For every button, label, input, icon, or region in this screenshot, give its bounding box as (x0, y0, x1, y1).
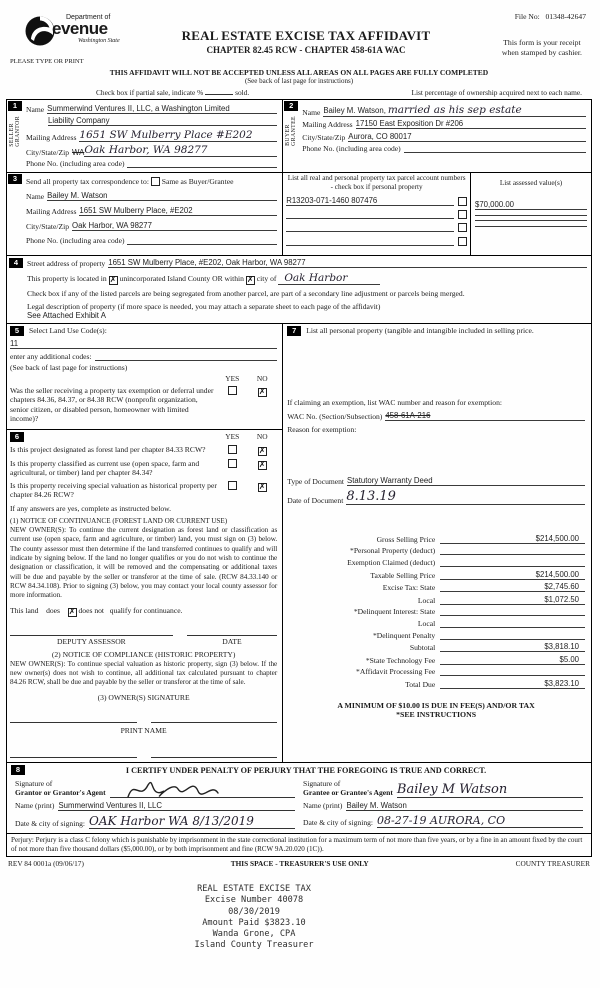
dor-logo (24, 14, 120, 50)
fin-value: $2,745.60 (440, 582, 585, 592)
fin-label: Total Due (405, 679, 436, 689)
buyer-address-label: Mailing Address (302, 120, 353, 130)
form-revision: REV 84 0001a (09/06/17) (8, 859, 84, 869)
forest-land-question-row: Is this project designated as forest land per chapter 84.33 RCW? ✗ (10, 444, 266, 455)
section-4-badge: 4 (9, 258, 23, 268)
seller-city-struck: WA (72, 147, 85, 157)
type-of-document-value: Statutory Warranty Deed (347, 476, 585, 486)
date-label: DATE (222, 636, 242, 646)
buyer-name-handwritten: married as his sep estate (387, 104, 522, 117)
grantor-name-value: Summerwind Ventures II, LLC (58, 801, 295, 811)
date-of-document-handwritten: 8.13.19 (346, 489, 585, 505)
notice-continuance-title: (1) NOTICE OF CONTINUANCE (FOREST LAND OR CURRENT USE) (10, 516, 228, 525)
segregated-note: Check box if any of the listed parcels are being segregated from another parcel, are part of a secondary line adjustment or parcels being merged. (27, 289, 465, 298)
grantor-date-label: Date & city of signing: (15, 819, 86, 829)
no-column-header: NO (256, 374, 268, 383)
correspondence-rail (7, 173, 23, 255)
parcel-number (286, 245, 454, 246)
parcel-personal-checkbox (458, 223, 467, 232)
parcel-row (286, 210, 467, 219)
exemption-yes-checkbox (228, 386, 237, 395)
buyer-phone-value (404, 152, 586, 153)
fin-label: Local (417, 618, 436, 628)
treasurer-stamp (154, 884, 354, 951)
corr-city-value: Oak Harbor, WA 98277 (72, 221, 277, 231)
exemption-no-checkbox: ✗ (258, 387, 266, 396)
buyer-section (283, 100, 591, 172)
file-number (515, 12, 586, 21)
grantee-signature-handwritten: Bailey M Watson (397, 782, 583, 798)
buyer-side-label: BUYER GRANTEE (284, 116, 298, 146)
assessed-value (475, 220, 587, 221)
yes-column-header: YES (225, 431, 240, 441)
parcel-numbers-column (283, 173, 470, 255)
fin-label: Excise Tax: State (382, 583, 436, 593)
current-use-no-checkbox: ✗ (258, 459, 266, 469)
fin-value: $214,500.00 (440, 534, 585, 544)
grantee-date-handwritten: 08-27-19 AURORA, CO (377, 814, 583, 828)
certify-statement: I CERTIFY UNDER PENALTY OF PERJURY THAT THE FOREGOING IS TRUE AND CORRECT. (125, 765, 487, 775)
partial-sale-note: Check box if partial sale, indicate % sold. (96, 88, 250, 97)
fin-label: *Personal Property (deduct) (350, 546, 436, 556)
grantor-signature (110, 781, 295, 798)
logo-text (52, 14, 120, 44)
corr-address-value: 1651 SW Mulberry Place, #E202 (79, 206, 277, 216)
seller-rail (7, 100, 23, 172)
print-name-line (10, 749, 137, 758)
fin-label: *State Technology Fee (365, 655, 436, 665)
land-use-code: 11 (10, 339, 277, 349)
print-name-label: PRINT NAME (120, 726, 167, 736)
minimum-due-note: A MINIMUM OF $10.00 IS DUE IN FEE(S) AND/OR TAX (337, 700, 535, 710)
ownership-note: List percentage of ownership acquired next to each name. (411, 88, 582, 97)
fin-value: $5.00 (440, 655, 585, 665)
fin-value (440, 619, 585, 628)
fin-label: Local (417, 595, 436, 605)
perjury-statement: Perjury: Perjury is a class C felony which is punishable by imprisonment in the state correctional institution for a maximum term of not more than five years, or by a fine in an amount fixed by the court of not more than five thousand dollars ($5,000.00), or by both imprisonment and fine (RCW 9A.20.020 (1C)). (7, 833, 591, 856)
historic-yes-checkbox (228, 481, 237, 490)
fin-value (440, 607, 585, 616)
yes-column-header: YES (225, 374, 240, 383)
grantor-signature-block (11, 777, 299, 828)
fin-value: $214,500.00 (440, 570, 585, 580)
section-1-badge: 1 (8, 101, 22, 111)
seller-side-label: SELLER GRANTOR (8, 116, 21, 147)
stamp-office: Island County Treasurer (194, 940, 314, 951)
land-use-label: Select Land Use Code(s): (29, 326, 107, 335)
fin-label: Exemption Claimed (deduct) (347, 557, 436, 567)
buyer-city-value: Aurora, CO 80017 (348, 132, 586, 142)
grantee-date-label: Date & city of signing: (303, 818, 374, 828)
deputy-date-line (187, 627, 277, 636)
type-of-document-label: Type of Document (287, 477, 345, 487)
fin-value (440, 667, 585, 676)
city-checkbox: ✗ (247, 275, 254, 284)
notice-compliance-body: NEW OWNER(S): To continue special valuation as historic property, sign (3) below. If the new owner(s) does not wish to continue, all additional tax calculated pursuant to chapter 84.26 RCW, shall be due and payable by the seller or transferor at the time of sale. (10, 659, 278, 687)
fin-label: Gross Selling Price (376, 534, 436, 544)
parcel-row (286, 223, 467, 232)
grantee-name-label: Name (print) (303, 801, 343, 811)
footer-row (6, 857, 592, 868)
assessed-value (475, 226, 587, 227)
classification-section (7, 429, 282, 759)
please-type-or-print: PLEASE TYPE OR PRINT (10, 58, 84, 65)
fin-value: $3,823.10 (440, 679, 585, 689)
middle-row (7, 324, 591, 763)
parcel-row (286, 237, 467, 246)
stamp-excise-number: Excise Number 40078 (204, 895, 304, 906)
seller-address-value: 1651 SW Mulberry Place #E202 (79, 129, 277, 142)
logo-revenue: evenue (52, 19, 108, 38)
if-yes-note: If any answers are yes, complete as instructed below. (10, 503, 172, 513)
correspondence-section (7, 173, 283, 255)
page-subtitle: CHAPTER 82.45 RCW - CHAPTER 458-61A WAC (206, 45, 406, 55)
unincorporated-checkbox: ✗ (109, 275, 117, 284)
seller-address-label: Mailing Address (26, 132, 77, 142)
owner-signature-line (10, 714, 137, 723)
fin-label: *Delinquent Penalty (373, 630, 436, 640)
page-title: REAL ESTATE EXCISE TAX AFFIDAVIT (181, 28, 431, 43)
seller-city-value: Oak Harbor, WA 98277 (84, 144, 277, 157)
see-instructions-note: *SEE INSTRUCTIONS (396, 709, 477, 719)
legal-description-value: See Attached Exhibit A (27, 311, 106, 320)
instructions-note: (See back of last page for instructions) (244, 77, 354, 85)
seller-name-label: Name (26, 105, 45, 115)
correspondence-heading: Send all property tax correspondence to: (26, 177, 149, 187)
historic-no-checkbox: ✗ (258, 481, 266, 491)
buyer-rail (283, 100, 299, 172)
grantor-date-handwritten: OAK Harbor WA 8/13/2019 (89, 814, 295, 829)
grantor-name-label: Name (print) (15, 801, 55, 811)
see-back-note: (See back of last page for instructions) (10, 363, 128, 372)
buyer-phone-label: Phone No. (including area code) (302, 143, 401, 153)
seller-phone-label: Phone No. (including area code) (26, 158, 125, 168)
file-number-value: 01348-42647 (545, 12, 586, 21)
located-in-line: This property is located in ✗ unincorporated Island County OR within ✗ city of Oak Harbor (27, 272, 587, 285)
no-column-header: NO (256, 431, 268, 441)
fin-value (440, 631, 585, 640)
right-column (283, 324, 591, 762)
left-column (7, 324, 283, 762)
assessed-value (475, 215, 587, 216)
buyer-city-label: City/State/Zip (302, 132, 346, 142)
stamp-date: 08/30/2019 (228, 906, 280, 917)
parcel-header: List all real and personal property tax parcel account numbers - check box if personal property (287, 174, 466, 191)
buyer-address-value: 17150 East Exposition Dr #206 (356, 119, 586, 129)
notice-continuance (10, 517, 277, 601)
owner-signature-line (151, 714, 278, 723)
certification-section (7, 763, 591, 856)
print-name-lines (10, 749, 277, 758)
file-number-label: File No: (514, 12, 540, 21)
section-5-badge: 5 (10, 326, 24, 336)
parcel-number (286, 231, 454, 232)
correspondence-parcels-row (7, 173, 591, 256)
section-8-badge: 8 (11, 765, 25, 775)
reason-for-exemption-label: Reason for exemption: (287, 425, 357, 434)
fin-value (440, 558, 585, 567)
fin-value: $3,818.10 (440, 642, 585, 652)
city-of-handwritten: Oak Harbor (278, 272, 380, 285)
corr-city-label: City/State/Zip (26, 222, 70, 232)
section-3-badge: 3 (8, 174, 22, 184)
fin-label: Taxable Selling Price (370, 570, 436, 580)
date-of-document-label: Date of Document (287, 496, 344, 506)
logo-washington-state: Washington State (78, 38, 120, 44)
parcel-personal-checkbox (458, 237, 467, 246)
treasurer-space-label: THIS SPACE - TREASURER'S USE ONLY (230, 859, 369, 869)
county-treasurer-label: COUNTY TREASURER (515, 859, 590, 869)
notice-continuance-body: NEW OWNER(S): To continue the current designation as forest land or classification as current use (open space, farm and agriculture, or timber) land, you must sign on (3) below. The county assessor must then determine if the land transferred continues to qualify and will indicate by signing below. If the land no longer qualifies or you do not wish to continue the designation or classification, it will be removed and the compensating or additional taxes will be due and payable by the seller or transferor at the time of sale. (RCW 84.33.140 or RCW 84.34.108). Prior to signing (3) below, you may contact your local county assessor for more information. (10, 526, 278, 600)
receipt-note-line1: This form is your receipt (503, 38, 581, 47)
deputy-assessor-label: DEPUTY ASSESSOR (57, 636, 126, 646)
corr-name-label: Name (26, 192, 45, 202)
legal-description-label: Legal description of property (if more space is needed, you may attach a separate sheet to each page of the affidavit) (27, 302, 381, 311)
wac-value-struck: 458-61A-216 (385, 411, 431, 420)
parties-row (7, 100, 591, 173)
exemption-claim-label: If claiming an exemption, list WAC number and reason for exemption: (287, 398, 502, 407)
same-as-buyer-label: Same as Buyer/Grantee (161, 177, 234, 187)
exemption-question-row (10, 386, 277, 424)
partial-sale-row (6, 85, 592, 98)
historic-question-row: Is this property receiving special valuation as historical property per chapter 84.26 RCW? ✗ (10, 480, 266, 500)
parcel-section (283, 173, 591, 255)
seller-name-line1: Summerwind Ventures II, LLC, a Washington Limited (47, 104, 277, 114)
stamp-title: REAL ESTATE EXCISE TAX (197, 884, 311, 895)
print-name-line (151, 749, 278, 758)
current-use-question-row: Is this property classified as current use (open space, farm and agricultural, or timber) land per chapter 84.34? ✗ (10, 458, 266, 478)
section-2-badge: 2 (284, 101, 298, 111)
parcel-row (286, 196, 467, 206)
section-7-badge: 7 (287, 326, 301, 336)
seller-city-label: City/State/Zip (26, 147, 70, 157)
deputy-assessor-row (10, 627, 277, 646)
notice-compliance-title: (2) NOTICE OF COMPLIANCE (HISTORIC PROPERTY) (51, 649, 236, 659)
assessed-value: $70,000.00 (475, 200, 587, 210)
title-block (156, 28, 456, 55)
section-6-badge: 6 (10, 432, 24, 442)
street-address-value: 1651 SW Mulberry Place, #E202, Oak Harbor, WA 98277 (108, 258, 587, 268)
fin-value: $1,072.50 (440, 595, 585, 605)
exemption-question: Was the seller receiving a property tax exemption or deferral under chapters 84.36, 84.37, or 84.38 RCW (nonprofit organization, senior citizen, or disabled person, homeowner with limited income)? (10, 386, 214, 424)
current-use-yes-checkbox (228, 459, 237, 468)
fin-label: *Delinquent Interest: State (353, 607, 436, 617)
acceptance-warning: THIS AFFIDAVIT WILL NOT BE ACCEPTED UNLESS ALL AREAS ON ALL PAGES ARE FULLY COMPLETED (109, 68, 489, 77)
grantee-signature-block (299, 777, 587, 828)
same-as-buyer-checkbox (151, 177, 160, 186)
header (6, 6, 592, 66)
additional-codes-label: enter any additional codes: (10, 352, 92, 361)
percent-sold-field (205, 87, 233, 95)
grantor-sig-label: Signature of Grantor or Grantor's Agent (15, 779, 106, 798)
deputy-assessor-signature-line (10, 627, 173, 636)
property-section (7, 256, 591, 324)
fin-label: *Affidavit Processing Fee (356, 667, 436, 677)
forest-no-checkbox: ✗ (258, 445, 266, 455)
receipt-note (502, 38, 582, 57)
street-address-label: Street address of property (27, 259, 106, 268)
owner-signature-lines (10, 714, 277, 723)
corr-address-label: Mailing Address (26, 207, 77, 217)
assessed-values-column (470, 173, 591, 255)
corr-name-value: Bailey M. Watson (47, 191, 277, 201)
stamp-signer: Wanda Grone, CPA (212, 929, 296, 939)
buyer-name-value: Bailey M. Watson, married as his sep estate (323, 104, 586, 117)
forest-yes-checkbox (228, 445, 237, 454)
seller-name-line2: Liability Company (48, 116, 277, 126)
buyer-name-label: Name (302, 108, 321, 118)
seller-section (7, 100, 283, 172)
personal-property-label: List all personal property (tangible and intangible included in selling price. (306, 326, 534, 335)
fin-label: Subtotal (409, 643, 436, 653)
parcel-personal-checkbox (458, 210, 467, 219)
stamp-amount-paid: Amount Paid $3823.10 (202, 917, 306, 928)
does-not-qualify-checkbox: ✗ (68, 606, 76, 616)
grantee-name-value: Bailey M. Watson (346, 801, 583, 811)
fin-value (440, 546, 585, 555)
owners-signature-label: (3) OWNER(S) SIGNATURE (97, 693, 190, 703)
grantee-sig-label: Signature of Grantee or Grantee's Agent (303, 779, 393, 798)
parcel-number (286, 218, 454, 219)
parcel-personal-checkbox (458, 197, 467, 206)
receipt-note-line2: when stamped by cashier. (501, 47, 582, 57)
additional-codes-value (95, 360, 278, 361)
corr-phone-value (127, 244, 277, 245)
form-body (6, 99, 592, 857)
qualify-line: This land does ✗ does not qualify for continuance. (10, 605, 183, 616)
assessed-header: List assessed value(s) (499, 179, 563, 187)
corr-phone-label: Phone No. (including area code) (26, 236, 125, 246)
wac-label: WAC No. (Section/Subsection) (287, 412, 383, 421)
logo-department-of: Department of (66, 14, 111, 21)
seller-phone-value (127, 167, 277, 168)
parcel-number: R13203-071-1460 807476 (286, 196, 454, 206)
